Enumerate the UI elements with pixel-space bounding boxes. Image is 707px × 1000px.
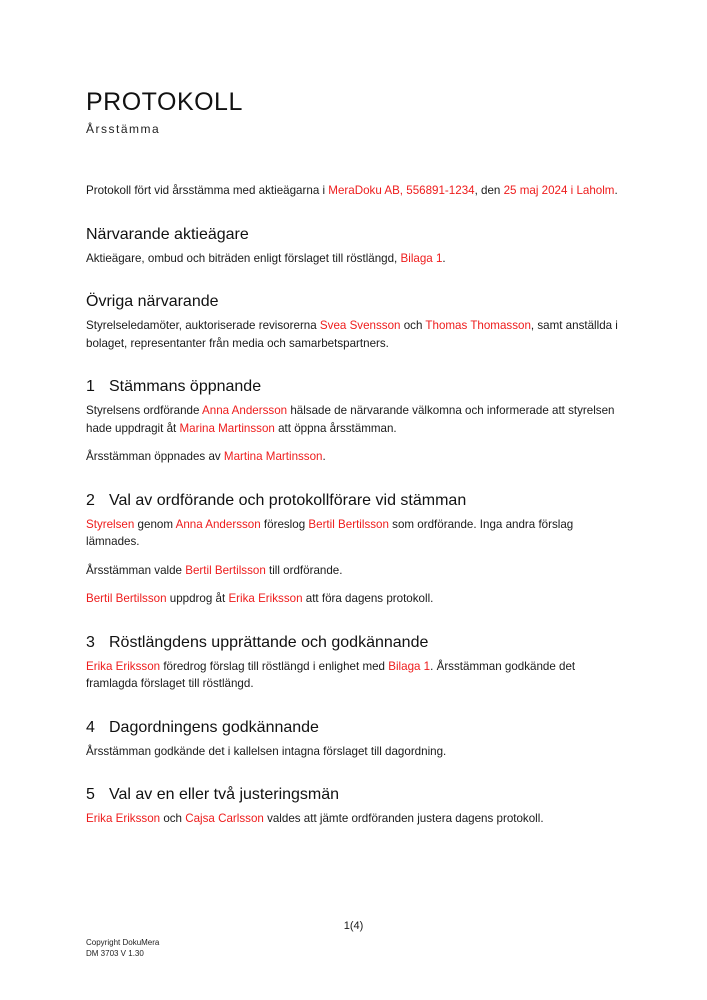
s2-text: till ordförande.	[265, 563, 343, 577]
bilaga-field: Bilaga 1	[400, 251, 443, 265]
heading-ovriga: Övriga närvarande	[86, 293, 219, 310]
section-heading-2	[86, 491, 622, 511]
person-name-field: Marina Martinsson	[179, 421, 275, 435]
company-field: MeraDoku AB, 556891-1234	[328, 184, 475, 197]
section-number: 3	[86, 633, 95, 651]
footer-info	[86, 937, 159, 959]
s5-paragraph-1	[86, 810, 622, 828]
revisor-name-field: Svea Svensson	[319, 319, 401, 332]
s1-text: hälsade de närvarande välkomna och informerade att styrelsen hade uppdragit åt	[86, 404, 615, 435]
s3-paragraph-1	[86, 658, 622, 693]
section-number: 5	[86, 786, 95, 803]
document-body	[86, 182, 622, 828]
section-title: Röstlängdens upprättande och godkännande	[109, 633, 429, 651]
ovriga-text: , samt anställda i bolaget, representanter från media och samarbetspartners.	[86, 319, 618, 350]
page-number: 1(4)	[343, 920, 364, 932]
date-place-field: 25 maj 2024 i Laholm	[503, 184, 615, 197]
person-name-field: Bertil Bertilsson	[86, 592, 167, 605]
s2-paragraph-2	[86, 562, 622, 580]
document-id: DM 3703 V 1.30	[86, 949, 144, 958]
section-number: 1	[86, 378, 95, 395]
intro-text: , den	[474, 184, 504, 197]
s3-text: föredrog förslag till röstlängd i enlighet med	[160, 659, 389, 673]
s2-paragraph-3	[86, 590, 622, 608]
section-title: Dagordningens godkännande	[109, 718, 319, 736]
s2-text: som ordförande. Inga andra förslag lämnades.	[86, 517, 574, 548]
s4-paragraph-1: Årsstämman godkände det i kallelsen intagna förslaget till dagordning.	[86, 744, 447, 758]
s2-text: Årsstämman valde	[86, 563, 186, 577]
section-title: Val av ordförande och protokollförare vid stämman	[109, 491, 467, 509]
s5-text: valdes att jämte ordföranden justera dagens protokoll.	[263, 812, 544, 825]
narvarande-text: .	[442, 251, 446, 265]
person-name-field: Anna Andersson	[175, 517, 261, 531]
s2-paragraph-1	[86, 516, 622, 551]
ovriga-paragraph	[86, 317, 622, 352]
narvarande-paragraph	[86, 250, 622, 268]
section-heading-1	[86, 377, 622, 397]
copyright-text: Copyright DokuMera	[86, 938, 160, 947]
bilaga-field: Bilaga 1	[388, 659, 431, 673]
party-field: Styrelsen	[86, 517, 135, 531]
s1-paragraph-1	[86, 402, 622, 437]
s1-text: .	[322, 450, 326, 463]
person-name-field: Cajsa Carlsson	[185, 812, 264, 825]
section-heading-5	[86, 785, 622, 805]
page-title: PROTOKOLL	[86, 88, 243, 116]
section-title: Val av en eller två justeringsmän	[109, 786, 340, 803]
person-name-field: Erika Eriksson	[86, 812, 161, 825]
person-name-field: Anna Andersson	[202, 404, 288, 417]
section-heading-3	[86, 633, 622, 653]
intro-text: .	[614, 184, 618, 197]
s3-text: . Årsstämman godkände det framlagda förslaget till röstlängd.	[86, 659, 576, 690]
person-name-field: Bertil Bertilsson	[185, 563, 266, 577]
person-name-field: Erika Eriksson	[228, 592, 303, 605]
s2-text: att föra dagens protokoll.	[302, 592, 434, 605]
ovriga-text: Styrelseledamöter, auktoriserade revisorerna	[86, 319, 320, 332]
heading-narvarande: Närvarande aktieägare	[86, 225, 249, 243]
s1-text: Styrelsens ordförande	[86, 404, 203, 417]
person-name-field: Martina Martinsson	[223, 450, 323, 463]
revisor-name-field: Thomas Thomasson	[425, 319, 531, 332]
person-name-field: Bertil Bertilsson	[308, 517, 389, 531]
s1-paragraph-2	[86, 448, 622, 466]
s2-text: uppdrog åt	[166, 592, 229, 605]
intro-paragraph	[86, 182, 622, 200]
intro-text: Protokoll fört vid årsstämma med aktieägarna i	[86, 184, 329, 197]
section-title: Stämmans öppnande	[109, 378, 262, 395]
section-number: 4	[86, 718, 95, 736]
section-heading-4	[86, 718, 622, 738]
s1-text: att öppna årsstämman.	[274, 421, 397, 435]
ovriga-text: och	[400, 319, 426, 332]
s5-text: och	[160, 812, 186, 825]
narvarande-text: Aktieägare, ombud och biträden enligt förslaget till röstlängd,	[86, 251, 401, 265]
page-subtitle: Årsstämma	[86, 122, 161, 136]
s1-text: Årsstämman öppnades av	[86, 450, 224, 463]
s2-text: föreslog	[260, 517, 309, 531]
s2-text: genom	[134, 517, 176, 531]
person-name-field: Erika Eriksson	[86, 659, 161, 673]
section-number: 2	[86, 491, 95, 509]
